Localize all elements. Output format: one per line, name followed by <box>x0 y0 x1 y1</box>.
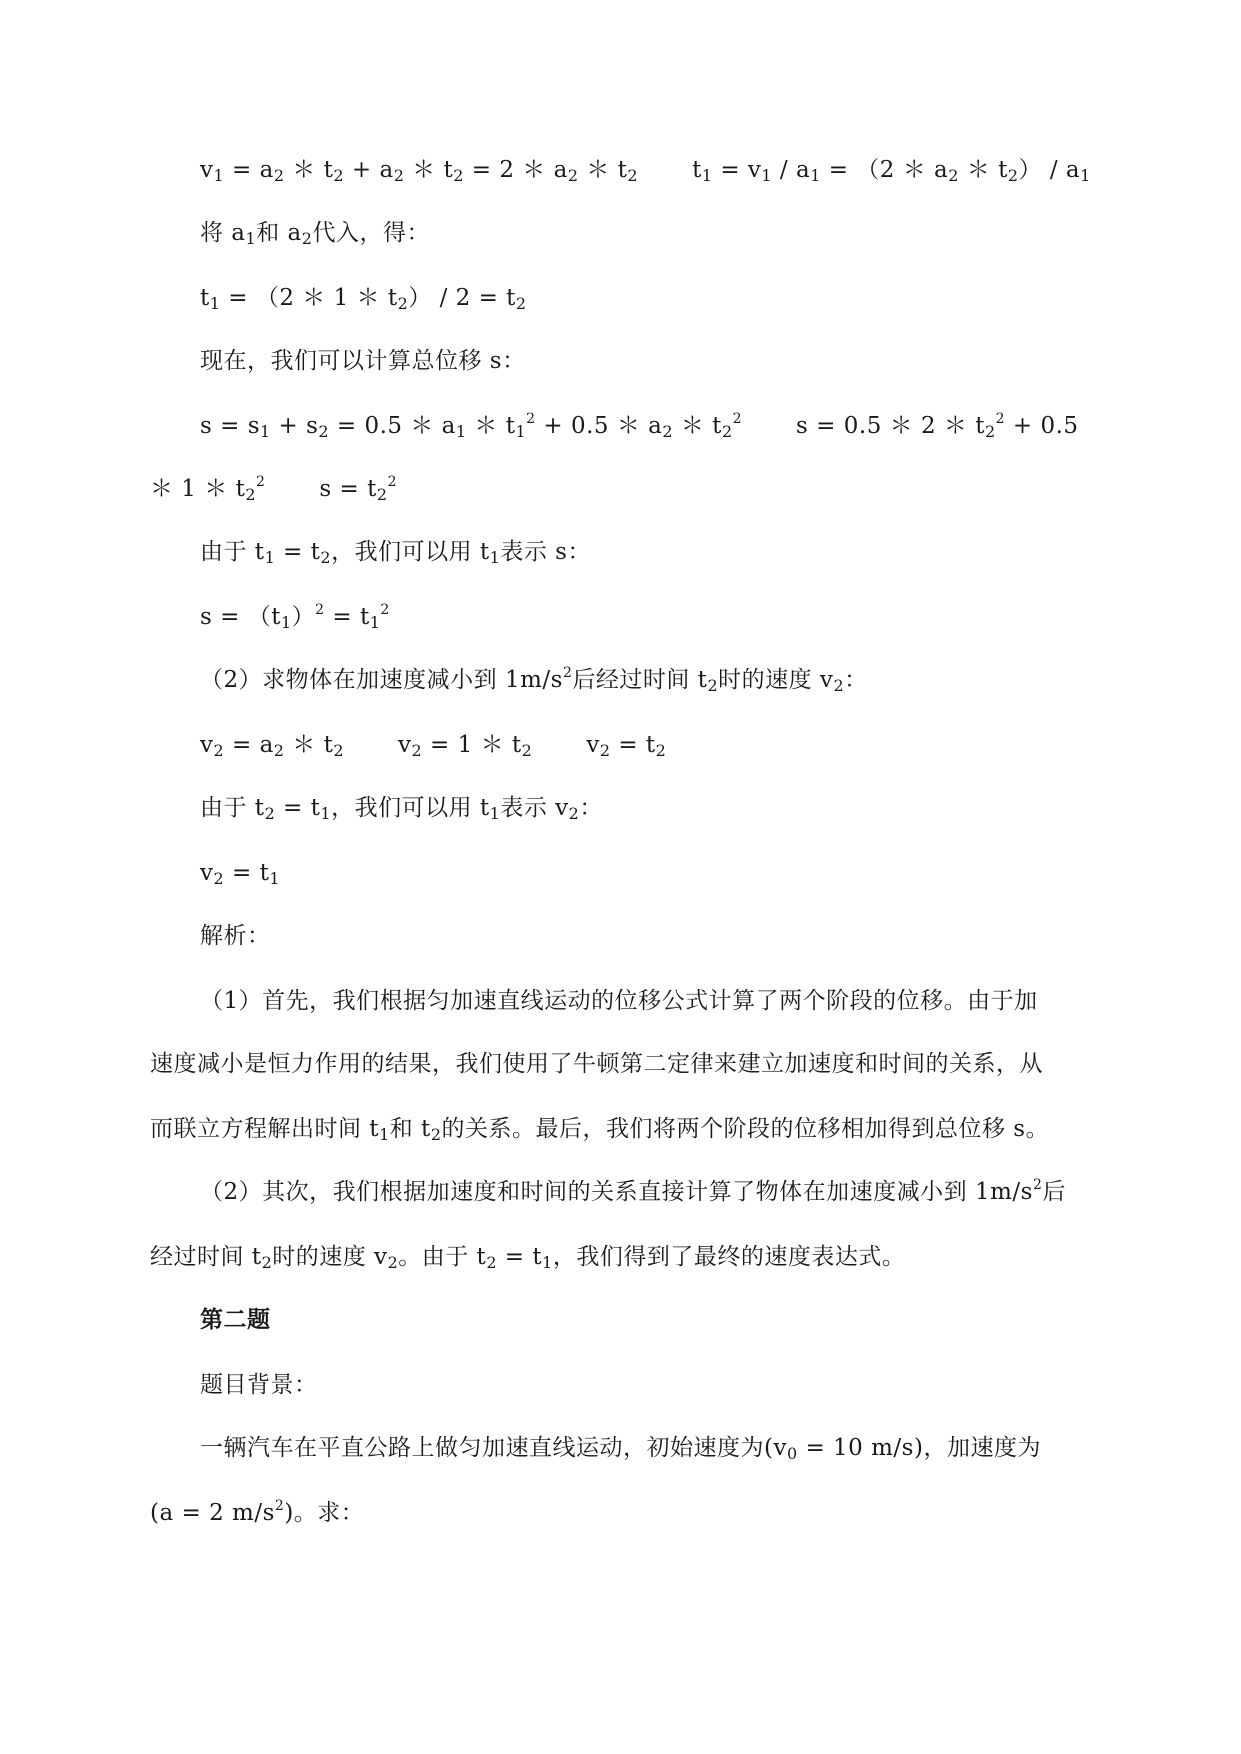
total-displacement-intro: 现在，我们可以计算总位移 s： <box>200 348 526 374</box>
analysis-1-line-1: （1）首先，我们根据匀加速直线运动的位移公式计算了两个阶段的位移。由于加 <box>200 988 1038 1014</box>
equation-v1: $v_1 = a_2$ ＊ $t_2 + a_2$ ＊ $t_2 = 2$ ＊ $a_2$ ＊ $t_2$ $t_1 = v_1 / a_1 = (2$ ＊ $a_2$ ＊ $t_2) / a_1$ <box>200 157 1091 185</box>
substitution-text: 将 $a_1$和 $a_2$代入，得： <box>200 220 430 248</box>
equation-v2-t1: $v_2 = t_1$ <box>200 860 281 888</box>
equation-t1: $t_1 = (2$ ＊ 1 ＊ $t_2) / 2 = t_2$ <box>200 285 527 313</box>
section-heading: 第二题 <box>200 1306 271 1333</box>
problem-line-2: (a = 2 $m/s^2$)。求： <box>150 1498 365 1526</box>
analysis-2-line-1: （2）其次，我们根据加速度和时间的关系直接计算了物体在加速度减小到 $1m/s^2$后 <box>200 1177 1066 1205</box>
problem-line-1: 一辆汽车在平直公路上做匀加速直线运动，初始速度为($v_0 = 10$ m/s)，加速度为 <box>200 1435 1041 1463</box>
relation-text-2: 由于 $t_2 = t_1$，我们可以用 $t_1$表示 $v_2$： <box>200 795 603 823</box>
analysis-2-line-2: 经过时间 $t_2$时的速度 $v_2$。由于 $t_2 = t_1$，我们得到了最终的速度表达式。 <box>150 1244 906 1272</box>
background-label: 题目背景： <box>200 1372 318 1398</box>
relation-text-1: 由于 $t_1 = t_2$，我们可以用 $t_1$表示 s： <box>200 539 591 567</box>
part2-question: （2）求物体在加速度减小到 $1m/s^2$后经过时间 $t_2$时的速度 $v_2$： <box>200 665 868 695</box>
equation-v2: $v_2 = a_2$ ＊ $t_2$ $v_2 = 1$ ＊ $t_2$ $v_2 = t_2$ <box>200 732 667 760</box>
equation-s-t1: $s = (t_1)^2 = t_1^2$ <box>200 602 390 632</box>
analysis-1-line-3: 而联立方程解出时间 $t_1$和 $t_2$的关系。最后，我们将两个阶段的位移相加得到总位移 s。 <box>150 1116 1050 1144</box>
analysis-label: 解析： <box>200 923 271 949</box>
analysis-1-line-2: 速度减小是恒力作用的结果，我们使用了牛顿第二定律来建立加速度和时间的关系，从 <box>150 1051 1043 1077</box>
equation-s-part1: $s = s_1 + s_2 = 0.5$ ＊ $a_1$ ＊ $t_1^2 + 0.5$ ＊ $a_2$ ＊ $t_2^2$ s = 0.5 ＊ 2 ＊ $t_2^2 + 0.5$ <box>200 411 1079 441</box>
equation-s-part2: ＊ 1 ＊ $t_2^2$ $s = t_2^2$ <box>150 474 397 504</box>
